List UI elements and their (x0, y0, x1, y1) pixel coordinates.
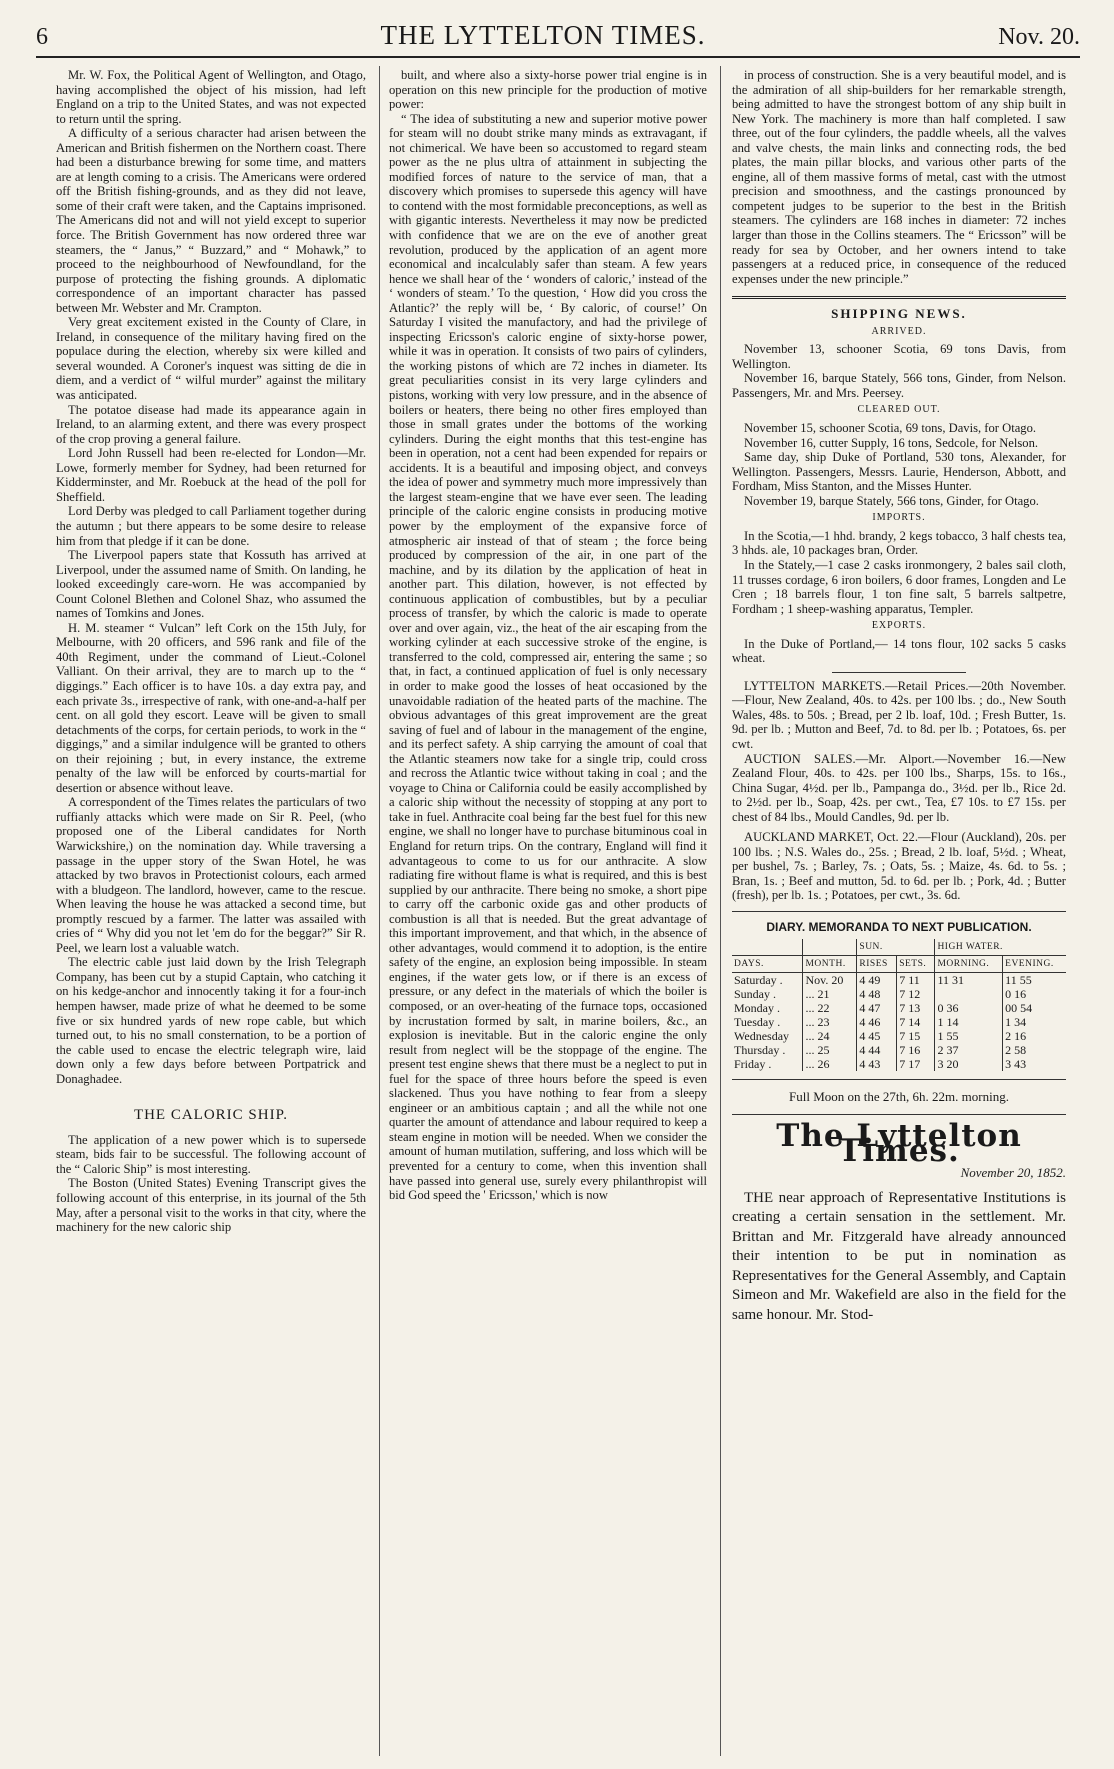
column-3 (732, 68, 1066, 1758)
news-paragraph: A correspondent of the Times relates the particulars of two ruffianly attacks which were made on Sir R. Peel, (who proposed one of the Liberal candidates for North Warwickshire,) on the nomination day. While traversing a passage in the upper story of the Swan Hotel, he was attacked by two bravos in Protectionist colours, each armed with a bludgeon. The landlord, however, came to the rescue. When leaving the house he was attacked a second time, but promptly rescued by a farmer. The latter was assailed with cries of “ Why did you not let 'em do for the beggar?” Sir R. Peel, we learn lost a valuable watch. (56, 795, 366, 955)
newspaper-title: THE LYTTELTON TIMES. (380, 20, 706, 50)
shipping-entry: November 16, barque Stately, 566 tons, Ginder, from Nelson. Passengers, Mr. and Mrs. Peersey. (732, 371, 1066, 400)
article-paragraph: The application of a new power which is to supersede steam, bids fair to be successful. The following account of the “ Caloric Ship” is most interesting. (56, 1132, 366, 1176)
leader-date: November 20, 1852. (960, 1165, 1066, 1181)
imports-label: IMPORTS. (872, 512, 926, 524)
evening-header: EVENING. (1003, 955, 1066, 972)
shipping-entry: In the Duke of Portland,— 14 tons flour, 102 sacks 5 casks wheat. (732, 636, 1066, 666)
table-row: Wednesday ... 24 4 45 7 15 1 55 2 16 (734, 1028, 1027, 1043)
table-row: Saturday . Nov. 20 4 49 7 11 11 31 11 55 (734, 972, 1032, 987)
issue-date: Nov. 20. (998, 24, 1080, 50)
leader-article (732, 1189, 1066, 1326)
page-header (36, 20, 1080, 58)
news-paragraph: Mr. W. Fox, the Political Agent of Wellington, and Otago, having accomplished the object of his mission, had left England on a trip to the United States, and was not expected to return until the spring. (56, 68, 366, 126)
news-paragraph: Lord John Russell had been re-elected for London—Mr. Lowe, formerly member for Sydney, had been returned for Kidderminster, and Mr. Roebuck at the head of the poll for Sheffield. (56, 446, 366, 504)
divider (732, 911, 1066, 912)
table-row: Monday . ... 22 4 47 7 13 0 36 00 54 (734, 1000, 1033, 1015)
section-title: THE CALORIC SHIP. (133, 1107, 289, 1124)
news-paragraph: Very great excitement existed in the County of Clare, in Ireland, in consequence of the military having fired on the populace during the election, whereby six were killed and several wounded. A Coroner's inquest was sitting de die in diem, and a verdict of “ wilful murder” against the military was anticipated. (56, 315, 366, 403)
table-row: Sunday . ... 21 4 48 7 12 0 16 (734, 986, 1027, 1001)
news-paragraph: A difficulty of a serious character had arisen between the American and British fishermen on the Northern coast. There had been a disturbance brewing for some time, and matters are at length coming to a crisis. The Americans were ordered off the British fishing-grounds, and as they did not leave, some of their craft were taken, and the Captains imprisoned. The Americans did not and will not yield except to superior force. The British Government has now ordered three war steamers, the “ Janus,” “ Buzzard,” and “ Mohawk,” to proceed to the neighbourhood of Newfoundland, for the purpose of protecting the fishing grounds. A diplomatic correspondence of an important character has passed between Mr. Webster and Mr. Crampton. (56, 126, 366, 315)
news-paragraph: The Liverpool papers state that Kossuth has arrived at Liverpool, under the assumed name of Smith. On landing, he looked exceedingly care-worn. He was accompanied by Count Colonel Blethen and Colonel Shaz, who assumed the names of Tomkins and Jones. (56, 548, 366, 621)
column-divider (379, 66, 380, 1756)
page-number: 6 (36, 24, 48, 50)
news-paragraph: The electric cable just laid down by the Irish Telegraph Company, has been cut by a stupid Captain, who catching it on his kedge-anchor and innocently taking it for a four-inch hempen hawser, made prize of what he deemed to be some five or six hundred yards of new rope cable, but which turned out, to his no small consternation, to be a portion of the cable used to encase the electric telegraph wire, laid down only a few days before between Portpatrick and Donaghadee. (56, 955, 366, 1086)
shipping-entry: In the Scotia,—1 hhd. brandy, 2 kegs tobacco, 3 half chests tea, 3 hhds. ale, 10 packages bran, Order. (732, 528, 1066, 558)
news-paragraph: The potatoe disease had made its appearance again in Ireland, to an alarming extent, and there was every prospect of the crop proving a general failure. (56, 402, 366, 446)
arrived-label: ARRIVED. (871, 325, 927, 337)
column-divider (720, 66, 721, 1756)
moon-note: Full Moon on the 27th, 6h. 22m. morning. (789, 1088, 1009, 1104)
table-row: Tuesday . ... 23 4 46 7 14 1 14 1 34 (734, 1014, 1027, 1029)
news-paragraph: H. M. steamer “ Vulcan” left Cork on the 15th July, for Melbourne, with 20 officers, and 596 rank and file of the 40th Regiment, under the command of Lieut.-Colonel Valliant. On their arrival, they are to march up to the “ diggings.” Each officer is to have 10s. a day extra pay, and each private 3s., irrespective of rank, with one-and-a-half per cent. on all gold they escort. Leave will be given to small detachments of the corps, for certain periods, to work in the “ diggings,” and a similar indulgence will be granted to others on their rejoining ; but, in every instance, the extreme penalty of the law will be enforced by courts-martial for desertion or absence without leave. (56, 620, 366, 795)
shipping-entry: Same day, ship Duke of Portland, 530 tons, Alexander, for Wellington. Passengers, Messrs. Laurie, Henderson, Abbott, and Fordham, Miss Stanton, and the Misses Hunter. (732, 450, 1066, 494)
diary-table (732, 939, 1066, 1071)
article-paragraph: “ The idea of substituting a new and superior motive power for steam will no doubt strike many minds as extravagant, if not chimerical. We have been so accustomed to regard steam power as the ne plus ultra of attainment in subjecting the modified forces of nature to the service of man, that a discovery which promises to supersede this agency will have to contend with the most formidable preconceptions, as well as with gigantic interests. Nevertheless it may now be predicted with confidence that we are on the eve of another great revolution, produced by the application of an agent more economical and incalculably safer than steam. A few years hence we shall hear of the ‘ wonders of caloric,’ instead of the ‘ wonders of steam.’ To the question, ‘ How did you cross the Atlantic?’ the reply will be, ‘ By caloric, of course!’ On Saturday I visited the manufactory, and had the privilege of inspecting Ericsson's caloric engine of sixty-horse power, while it was in operation. It consists of two pairs of cylinders, the working pistons of which are 72 inches in diameter. Its great peculiarities consist in its very large cylinders and pistons, working with very low pressure, and in the absence of boilers or heaters, there being no other fires employed than those in small grates under the bottoms of the working cylinders. During the eight months that this test-engine has been in operation, not a cent had been expended for repairs or accidents. It is a beautiful and imposing object, and conveys the idea of power and symmetry much more impressively than the largest steam-engine that we have ever seen. The leading principle of the caloric engine consists in producing motive power by the employment of the expansive force of atmospheric air instead of that of steam ; the force being produced by compression of the air, in one part of the machine, and by its dilation by the application of heat in another part. This dilation, however, is not effected by continuous application of combustibles, but by a peculiar process of transfer, by which the caloric is made to operate over and over again, viz., the heat of the air escaping from the working cylinder at each successive stroke of the engine, is transferred to the cold, compressed air, entering the same ; so that, in fact, a continued application of fuel is only necessary in order to make good the losses of heat occasioned by the unavoidable radiation of the heated parts of the machine. The obvious advantages of this great improvement are the great saving of fuel and of labour in the management of the engine, and its perfect safety. A ship carrying the amount of coal that the Atlantic steamers now take for a single trip, could cross and recross the Atlantic twice without taking in coal ; and the voyage to China or California could be easily accomplished by a caloric ship without the necessity of stopping at any port to take in fuel. Anthracite coal being far the best fuel for this new engine, we shall no longer have to purchase bituminous coal in England for return trips. On the contrary, England will find it advantageous to come to us for our anthracite. A slow radiating fire without flame is what is required, and this is best supplied by our anthracite. There being no smoke, a short pipe to carry off the carbonic oxide gas and other products of combustion is all that is needed. But the great advantage of this important improvement, and that which, in the absence of other advantages, would commend it to adoption, is the entire safety of the engine, an explosion being impossible. In steam engines, if the water gets low, or if there is an excess of pressure, or any defect in the materials of which the boiler is composed, or an over-heating of the furnace tops, occasioned by incrustation formed by salt, in marine boilers, &c., an explosion is inevitable. But in the caloric engine the only result from neglect will be the stoppage of the engine. The present test engine shews that there must be a neglect to put in fuel for the space of three hours before the speed is even slackened. Thus you have nothing to fear from a sleepy engineer or an ambitious captain ; and all the while not one quarter the amount of attendance and labour required to keep a steam engine in motion will be needed. When we consider the amount of human mutilation, suffering, and loss which will be prevented for a century to come, when this invention shall have passed into general use, surely every philanthropist will bid God speed the ' Ericsson,' which is now (389, 111, 707, 1203)
high-water-header: HIGH WATER. (935, 939, 1066, 956)
diary-title: DIARY. MEMORANDA TO NEXT PUBLICATION. (766, 919, 1032, 934)
article-paragraph: in process of construction. She is a very beautiful model, and is the admiration of all ship-builders for her remarkable strength, being admitted to have the strongest bottom of any ship built in New York. The machinery is more than half completed. I saw three, out of the four cylinders, the paddle wheels, all the valves and valve chests, the main links and connecting rods, the bed plates, the main pillar blocks, and various other parts of the engine, all of them massive forms of metal, cast with the utmost precision and smoothness, and the castings pronounced by competent judges to be superior to the best in the British steamers. The cylinders are 168 inches in diameter: 72 inches larger than those in the Collins steamers. The “ Ericsson” will be ready for sea by October, and her owners intend to take passengers at a reduced price, in consequence of the reduced expenses under the new principle.” (732, 68, 1066, 286)
masthead: The Lyttelton Times. (776, 1118, 1022, 1169)
column-1 (56, 68, 366, 1758)
shipping-entry: In the Stately,—1 case 2 casks ironmongery, 2 bales sail cloth, 11 trusses cordage, 6 iron boilers, 6 door frames, Longden and Le Cren ; 18 barrels flour, 1 ton fine salt, 5 barrels saltpetre, Fordham ; 1 sheep-washing apparatus, Templer. (732, 557, 1066, 616)
shipping-entry: November 13, schooner Scotia, 69 tons Davis, from Wellington. (732, 342, 1066, 371)
days-header: DAYS. (732, 955, 803, 972)
exports-label: EXPORTS. (871, 620, 927, 632)
divider (732, 1114, 1066, 1115)
market-report: AUCTION SALES.—Mr. Alport.—November 16.—New Zealand Flour, 40s. to 42s. per 100 lbs., Sharps, 15s. to 16s., China Sugar, 4½d. per lb., Pampanga do., 3½d. per lb., Rice 2d. to 2½d. per lb., Soap, 42s. per cwt., Tea, £7 10s. to £7 15s. per chest of 84 lbs., Mould Candles, 9d. per lb. (732, 751, 1066, 824)
leader-paragraph: THE near approach of Representative Institutions is creating a certain sensation in the settlement. Mr. Brittan and Mr. Fitzgerald have already announced their intention to be put in nomination as Representatives for the General Assembly, and Captain Simeon and Mr. Wakefield are also in the field for the same honour. Mr. Stod- (732, 1189, 1066, 1323)
section-divider (732, 296, 1066, 299)
sun-header: SUN. (857, 939, 935, 956)
article-paragraph: The Boston (United States) Evening Transcript gives the following account of this enterprise, in its journal of the 5th May, after a personal visit to the works in that city, where the machinery for the new caloric ship (56, 1176, 366, 1235)
rises-header: RISES (857, 955, 897, 972)
article-paragraph: built, and where also a sixty-horse power trial engine is in operation on this new principle for the production of motive power: (389, 68, 707, 112)
morning-header: MORNING. (935, 955, 1003, 972)
market-report: LYTTELTON MARKETS.—Retail Prices.—20th November.—Flour, New Zealand, 40s. to 42s. per 100 lbs. ; do., New South Wales, 48s. to 50s. ; Bread, per 2 lb. loaf, 10d. ; Fresh Butter, 1s. 9d. per lb. ; Mutton and Beef, 7d. to 8d. per lb. ; Potatoes, 6s. per cwt. (732, 678, 1066, 751)
shipping-entry: November 15, schooner Scotia, 69 tons, Davis, for Otago. (744, 421, 1037, 436)
news-paragraph: Lord Derby was pledged to call Parliament together during the autumn ; but there appears to be some desire to release him from that pledge if it can be done. (56, 504, 366, 548)
table-row: Friday . ... 26 4 43 7 17 3 20 3 43 (734, 1056, 1027, 1071)
sets-header: SETS. (897, 955, 935, 972)
cleared-label: CLEARED OUT. (857, 404, 941, 416)
shipping-entry: November 16, cutter Supply, 16 tons, Sedcole, for Nelson. (744, 435, 1039, 450)
month-header: MONTH. (803, 955, 857, 972)
column-2 (389, 68, 707, 1758)
divider (832, 672, 966, 673)
shipping-entry: November 19, barque Stately, 566 tons, Ginder, for Otago. (744, 493, 1039, 508)
table-row: Thursday . ... 25 4 44 7 16 2 37 2 58 (734, 1042, 1027, 1057)
divider (732, 1079, 1066, 1080)
market-report: AUCKLAND MARKET, Oct. 22.—Flour (Auckland), 20s. per 100 lbs. ; N.S. Wales do., 25s. ; Bread, 2 lb. loaf, 5½d. ; Wheat, per bushel, 7s. ; Barley, 7s. ; Oats, 5s. ; Maize, 4s. 6d. to 5s. ; Bran, 1s. ; Beef and mutton, 5d. to 6d. per lb. ; Pork, 4d. ; Butter (fresh), per lb. 1s. ; Potatoes, per cwt., 3s. 6d. (732, 830, 1066, 903)
shipping-news-title: SHIPPING NEWS. (831, 306, 967, 322)
